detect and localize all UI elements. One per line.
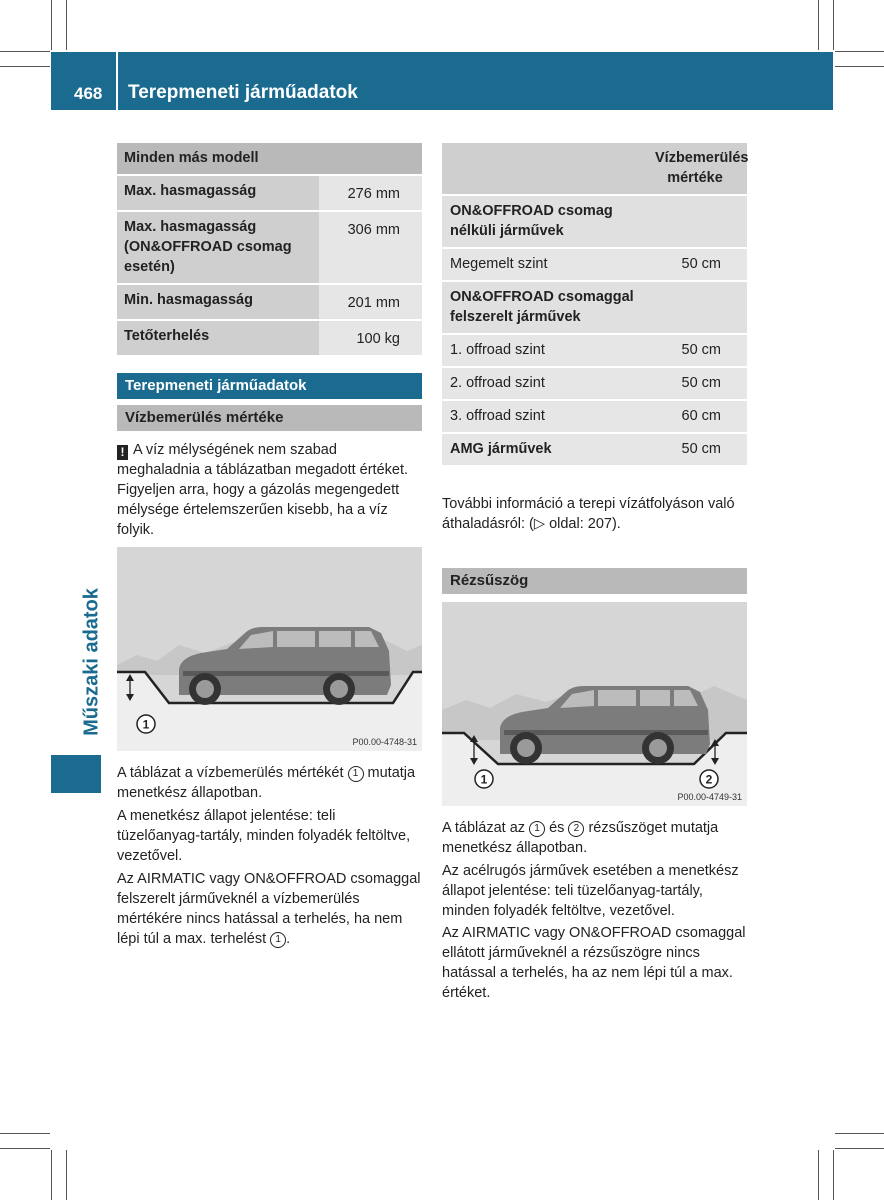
page-number: 468 bbox=[74, 84, 103, 103]
table-header-row bbox=[442, 143, 747, 196]
marker-label: 2 bbox=[705, 772, 713, 787]
text: és bbox=[545, 820, 569, 836]
figure-code: P00.00-4749-31 bbox=[677, 792, 742, 802]
table-row bbox=[442, 249, 747, 282]
crop-mark bbox=[818, 0, 819, 50]
crop-mark bbox=[51, 0, 52, 50]
crop-mark bbox=[835, 66, 884, 67]
row-label: Megemelt szint bbox=[442, 249, 647, 282]
table-header-empty bbox=[442, 143, 647, 196]
table-row bbox=[442, 401, 747, 434]
table-header-row bbox=[117, 143, 422, 176]
text: A táblázat az bbox=[442, 820, 530, 836]
crop-mark bbox=[0, 1148, 50, 1149]
group-empty-cell bbox=[647, 282, 747, 335]
row-value: 276 mm bbox=[319, 176, 422, 212]
crop-mark bbox=[818, 1150, 819, 1200]
crop-mark bbox=[835, 1133, 884, 1134]
row-value: 50 cm bbox=[647, 249, 747, 282]
side-tab-label: Műszaki adatok bbox=[80, 588, 103, 736]
wading-paragraph-3 bbox=[117, 869, 422, 949]
reference-marker: 1 bbox=[348, 766, 364, 782]
crop-mark bbox=[0, 1133, 50, 1134]
text: mutatja menetkész állapotban. bbox=[117, 765, 416, 801]
page-title: Terepmeneti járműadatok bbox=[128, 82, 358, 103]
table-row bbox=[442, 335, 747, 368]
crop-mark bbox=[0, 51, 50, 52]
reference-marker: 1 bbox=[529, 821, 545, 837]
row-value: 100 kg bbox=[319, 321, 422, 357]
cross-reference-note: További információ a terepi vízátfolyáson való áthaladásról: (▷ oldal: 207). bbox=[442, 496, 735, 532]
wading-depth-figure bbox=[117, 547, 422, 751]
group-title: ON&OFFROAD csomaggal felszerelt járművek bbox=[442, 282, 647, 335]
table-group-row bbox=[442, 282, 747, 335]
ramp-paragraph-1 bbox=[442, 818, 752, 858]
header-divider bbox=[116, 52, 118, 110]
crop-mark bbox=[833, 1150, 834, 1200]
row-label: 1. offroad szint bbox=[442, 335, 647, 368]
ramp-paragraph-2: Az acélrugós járművek esetében a menetkész állapot jelentése: teli tüzelőanyag-tartály, minden folyadék feltöltve, vezetővel. bbox=[442, 863, 739, 919]
section-title: Rézsűszög bbox=[442, 568, 747, 594]
wading-paragraph-2: A menetkész állapot jelentése: teli tüzelőanyag-tartály, minden folyadék feltöltve, vezetővel. bbox=[117, 808, 411, 864]
figure-code: P00.00-4748-31 bbox=[352, 737, 417, 747]
group-title: ON&OFFROAD csomag nélküli járművek bbox=[442, 196, 647, 249]
wading-depth-table bbox=[442, 143, 747, 467]
ramp-angle-figure bbox=[442, 602, 747, 806]
text: . bbox=[286, 931, 291, 947]
warning-note bbox=[117, 440, 422, 540]
crop-mark bbox=[835, 51, 884, 52]
ramp-paragraph-3: Az AIRMATIC vagy ON&OFFROAD csomaggal ellátott járműveknél a rézsűszögre nincs hatással a terhelés, ha az nem lépi túl a max. értéket. bbox=[442, 925, 746, 1001]
crop-mark bbox=[51, 1150, 52, 1200]
row-value: 306 mm bbox=[319, 212, 422, 285]
table-row bbox=[117, 285, 422, 321]
group-empty-cell bbox=[647, 196, 747, 249]
crop-mark bbox=[66, 1150, 67, 1200]
row-value: 50 cm bbox=[647, 434, 747, 467]
crop-mark bbox=[66, 0, 67, 50]
reference-marker: 2 bbox=[568, 821, 584, 837]
table-group-row bbox=[442, 196, 747, 249]
side-tab-marker bbox=[51, 755, 101, 793]
table-header: Minden más modell bbox=[117, 143, 422, 176]
row-label: 2. offroad szint bbox=[442, 368, 647, 401]
ground-clearance-table bbox=[117, 143, 422, 357]
row-label: 3. offroad szint bbox=[442, 401, 647, 434]
row-label: Max. hasmagasság (ON&OFFROAD csomag esetén) bbox=[117, 212, 319, 285]
crop-mark bbox=[835, 1148, 884, 1149]
row-value: 60 cm bbox=[647, 401, 747, 434]
table-row bbox=[117, 212, 422, 285]
row-value: 201 mm bbox=[319, 285, 422, 321]
crop-mark bbox=[833, 0, 834, 50]
crop-mark bbox=[0, 66, 50, 67]
row-value: 50 cm bbox=[647, 368, 747, 401]
row-label: Min. hasmagasság bbox=[117, 285, 319, 321]
table-row bbox=[117, 176, 422, 212]
warning-text: A víz mélységének nem szabad meghaladnia a táblázatban megadott értéket. Figyeljen arra, hogy a gázolás megengedett mélysége értelemszerűen kisebb, ha a víz folyik. bbox=[117, 442, 409, 538]
row-value: 50 cm bbox=[647, 335, 747, 368]
wading-paragraph-1 bbox=[117, 763, 422, 803]
warning-icon: ! bbox=[117, 445, 128, 460]
text: A táblázat a vízbemerülés mértékét bbox=[117, 765, 348, 781]
row-label: AMG járművek bbox=[442, 434, 647, 467]
section-title: Terepmeneti járműadatok bbox=[117, 373, 422, 399]
reference-marker: 1 bbox=[270, 932, 286, 948]
marker-label: 1 bbox=[480, 772, 488, 787]
table-row bbox=[442, 434, 747, 467]
section-subtitle: Vízbemerülés mértéke bbox=[117, 405, 422, 431]
row-label: Tetőterhelés bbox=[117, 321, 319, 357]
table-row bbox=[117, 321, 422, 357]
text: Az AIRMATIC vagy ON&OFFROAD csomaggal felszerelt járműveknél a vízbemerülés mértékére nincs hatással a terhelés, ha nem lépi túl a max. terhelést bbox=[117, 871, 421, 947]
marker-label: 1 bbox=[142, 717, 150, 732]
text: rézsűszöget mutatja menetkész állapotban. bbox=[442, 820, 719, 856]
table-row bbox=[442, 368, 747, 401]
table-header-text: Vízbemerülés mértéke bbox=[655, 150, 749, 186]
table-header bbox=[647, 143, 747, 196]
row-label: Max. hasmagasság bbox=[117, 176, 319, 212]
